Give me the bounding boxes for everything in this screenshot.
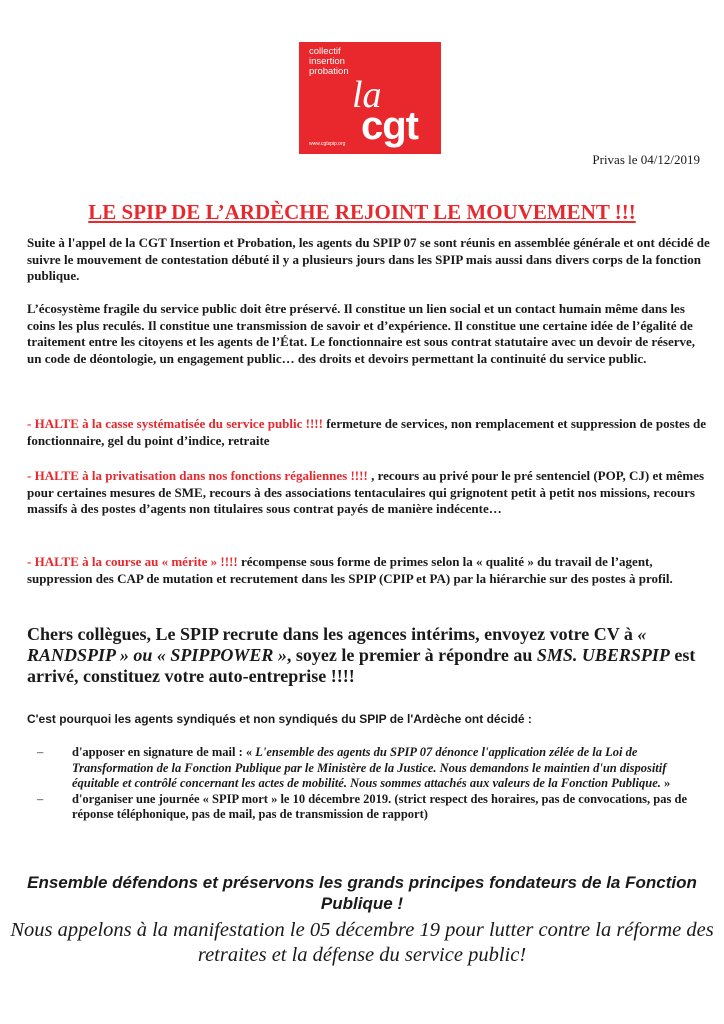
decision-list — [27, 745, 712, 823]
intro-paragraph: Suite à l'appel de la CGT Insertion et Probation, les agents du SPIP 07 se sont réunis en assemblée générale et ont décidé de suivre le mouvement de contestation débuté il y a plusieurs jours dans les SPIP mais aussi dans divers corps de la fonction publique. — [27, 235, 710, 283]
chers-collegues-paragraph: Chers collègues, Le SPIP recrute dans les agences intérims, envoyez votre CV à « RANDSPIP » ou « SPIPPOWER », soyez le premier à répondre au SMS. UBERSPIP est arrivé, constituez votre auto-entreprise !!!! — [27, 624, 696, 686]
document-date: Privas le 04/12/2019 — [592, 152, 700, 167]
decision-intro: C'est pourquoi les agents syndiqués et non syndiqués du SPIP de l'Ardèche ont décidé : — [27, 712, 532, 726]
ecosystem-paragraph: L’écosystème fragile du service public doit être préservé. Il constitue un lien social et un contact humain même dans les coins les plus reculés. Il constitue une transmission de savoir et d’expérience. Il constitue une certaine idée de l’égalité de traitement entre les citoyens et les agents de l’État. Le fonctionnaire est sous contrat statutaire avec un devoir de réserve, un code de déontologie, un engagement public… des droits et devoirs permettant la continuité du service public. — [27, 301, 696, 366]
logo-la: la — [352, 74, 382, 116]
list-item: – d'apposer en signature de mail : « L'ensemble des agents du SPIP 07 dénonce l'application zélée de la Loi de Transformation de la Fonction Publique par le Ministère de la Justice. Nous demandons le maintien d'un dispositif équitable et contrôlé concernant les actes de mobilité. Nous sommes attachés aux valeurs de la Fonction Publique. » — [37, 745, 671, 790]
manifestation-call: Nous appelons à la manifestation le 05 décembre 19 pour lutter contre la réforme des retraites et la défense du service public! — [10, 919, 714, 966]
logo-caption: collectif insertion probation — [309, 46, 349, 77]
list-item: – d'organiser une journée « SPIP mort » le 10 décembre 2019. (strict respect des horaires, pas de convocations, pas de réponse téléphonique, pas de mail, pas de transmission de rapport) — [37, 791, 687, 821]
page-title: LE SPIP DE L’ARDÈCHE REJOINT LE MOUVEMENT !!! — [88, 200, 636, 224]
logo-url: www.cgtspip.org — [309, 141, 346, 147]
halte-privatisation-paragraph: - HALTE à la privatisation dans nos fonctions régaliennes !!!! , recours au privé pour le pré sentenciel (POP, CJ) et mêmes pour certaines mesures de SME, recours à des associations tentaculaires qui grignotent petit à petit nos missions, recours massifs à des postes d’agents non titulaires sous contrat payés de manière indécente… — [27, 468, 705, 516]
ensemble-slogan: Ensemble défendons et préservons les grands principes fondateurs de la Fonction Publique ! — [27, 873, 697, 913]
cgt-logo — [299, 42, 441, 154]
logo-cgt: cgt — [361, 104, 418, 148]
halte-merite-paragraph: - HALTE à la course au « mérite » !!!! récompense sous forme de primes selon la « qualité » du travail de l’agent, suppression des CAP de mutation et recrutement dans les SPIP (CPIP et PA) par la hiérarchie sur des postes à profil. — [27, 554, 673, 586]
halte-casse-paragraph: - HALTE à la casse systématisée du service public !!!! fermeture de services, non remplacement et suppression de postes de fonctionnaire, gel du point d’indice, retraite — [27, 416, 707, 448]
